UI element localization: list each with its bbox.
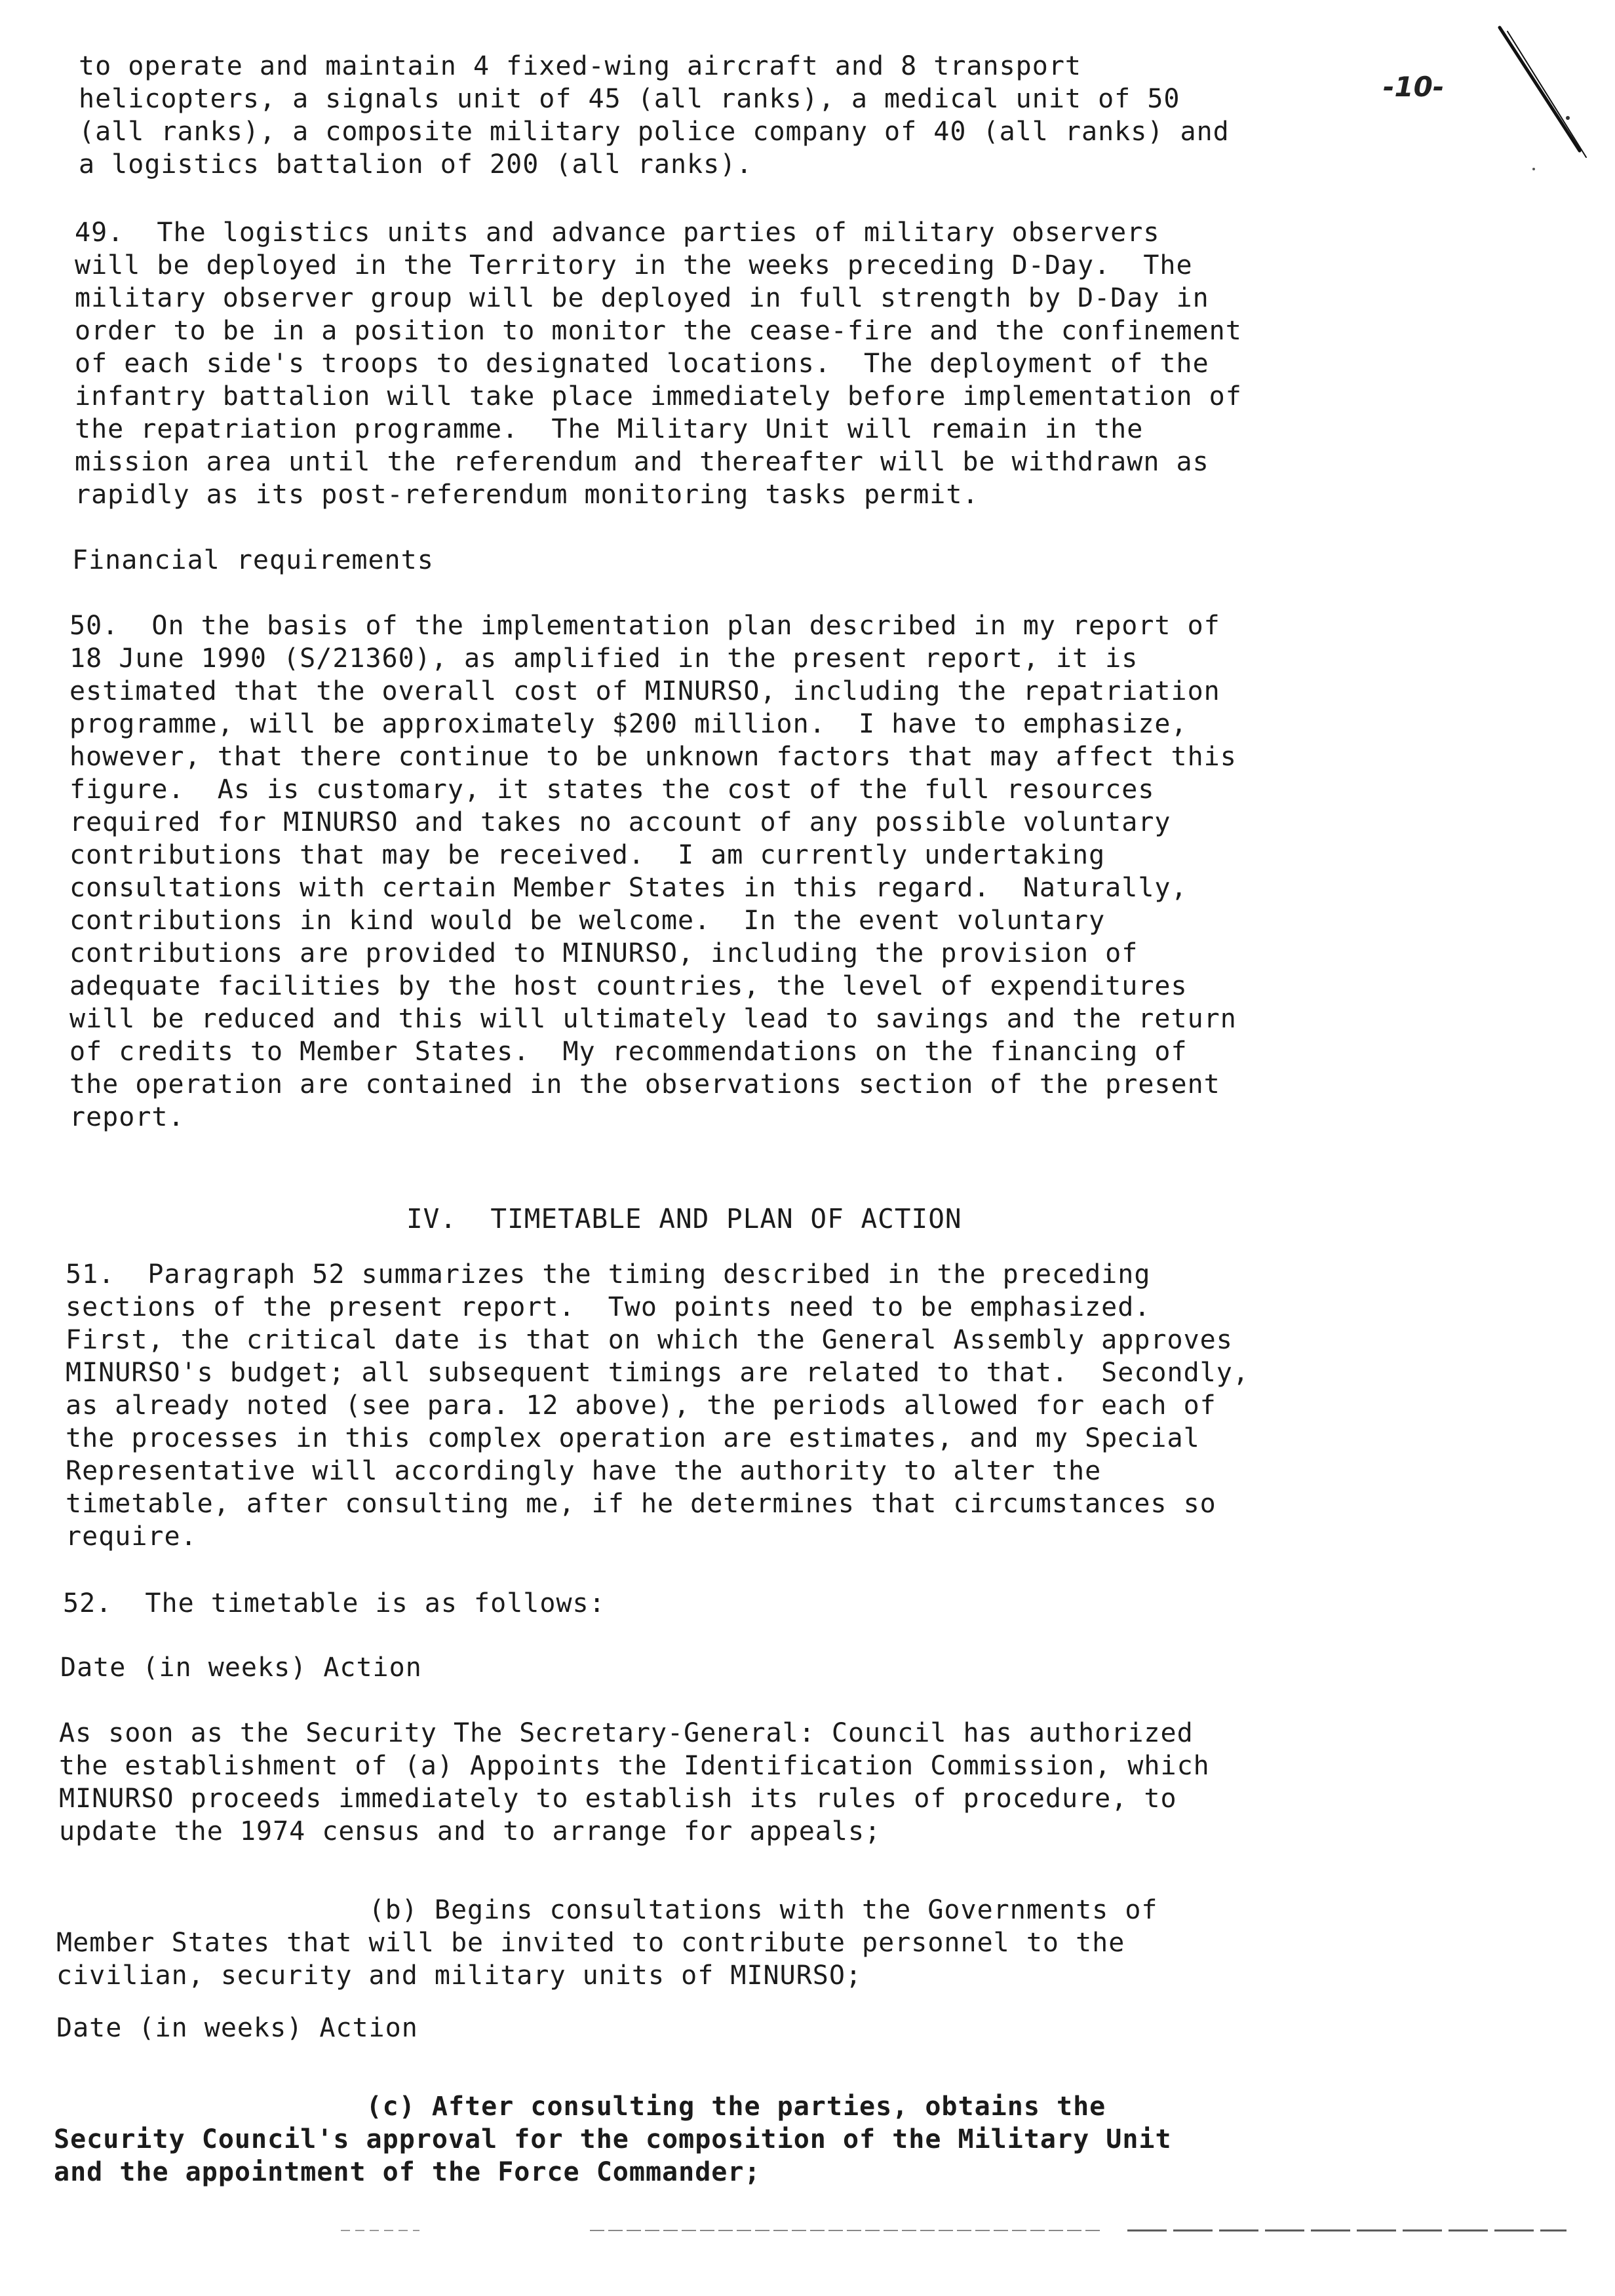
paragraph-52: 52. The timetable is as follows: [63, 1588, 606, 1618]
timetable-entry-a: As soon as the Security The Secretary-General: Council has authorized the establishment of (a) Appoints the Identification Commission, which MINURSO proceeds immediately to establish its rules of procedure, to update the 1974 census and to arrange for appeals; [59, 1718, 1210, 1846]
handwritten-slash-mark [1488, 20, 1606, 177]
section-heading: IV. TIMETABLE AND PLAN OF ACTION [406, 1203, 962, 1234]
paragraph-51: 51. Paragraph 52 summarizes the timing described in the preceding sections of the present report. Two points need to be emphasized. First, the critical date is that on which the General Assembly approves MINURSO's budget; all subsequent timings are related to that. Secondly, as already noted (see para. 12 above), the periods allowed for each of the processes in this complex operation are estimates, and my Special Representative will accordingly have the authority to alter the timetable, after consulting me, if he determines that circumstances so require. [66, 1259, 1249, 1552]
paragraph-49: 49. The logistics units and advance parties of military observers will be deployed in the Territory in the weeks preceding D-Day. The military observer group will be deployed in full strength by D-Day in order to be in a position to monitor the cease-fire and the confinement of each side's troops to designated locations. The deployment of the infantry battalion will take place immediately before implementation of the repatriation programme. The Military Unit will remain in the mission area until the referendum and thereafter will be withdrawn as rapidly as its post-referendum monitoring tasks permit. [75, 218, 1242, 510]
timetable-header-repeat: Date (in weeks) Action [56, 2013, 418, 2043]
page-number: -10- [1383, 71, 1445, 103]
footer-rule [341, 2228, 1566, 2234]
paragraph-50: 50. On the basis of the implementation plan described in my report of 18 June 1990 (S/21360), as amplified in the present report, it is estimated that the overall cost of MINURSO, including the repatriation programme, will be approximately $200 million. I have to emphasize, however, that there continue to be unknown factors that may affect this figure. As is customary, it states the cost of the full resources required for MINURSO and takes no account of any possible voluntary contributions that may be received. I am currently undertaking consultations with certain Member States in this regard. Naturally, contributions in kind would be welcome. In the event voluntary contributions are provided to MINURSO, including the provision of adequate facilities by the host countries, the level of expenditures will be reduced and this will ultimately lead to savings and the return of credits to Member States. My recommendations on the financing of the operation are contained in the observations section of the present report. [69, 611, 1237, 1132]
timetable-header: Date (in weeks) Action [60, 1653, 422, 1683]
paragraph-48-continued: to operate and maintain 4 fixed-wing aircraft and 8 transport helicopters, a signals unit of 45 (all ranks), a medical unit of 50 (all ranks), a composite military police company of 40 (all ranks) and a logistics battalion of 200 (all ranks). [79, 51, 1230, 180]
timetable-entry-b: (b) Begins consultations with the Governments of Member States that will be invited to contribute personnel to the civilian, security and military units of MINURSO; [56, 1895, 1158, 1991]
financial-requirements-heading: Financial requirements [72, 545, 434, 575]
timetable-entry-c: (c) After consulting the parties, obtains the Security Council's approval for the composition of the Military Unit and the appointment of the Force Commander; [54, 2092, 1172, 2187]
